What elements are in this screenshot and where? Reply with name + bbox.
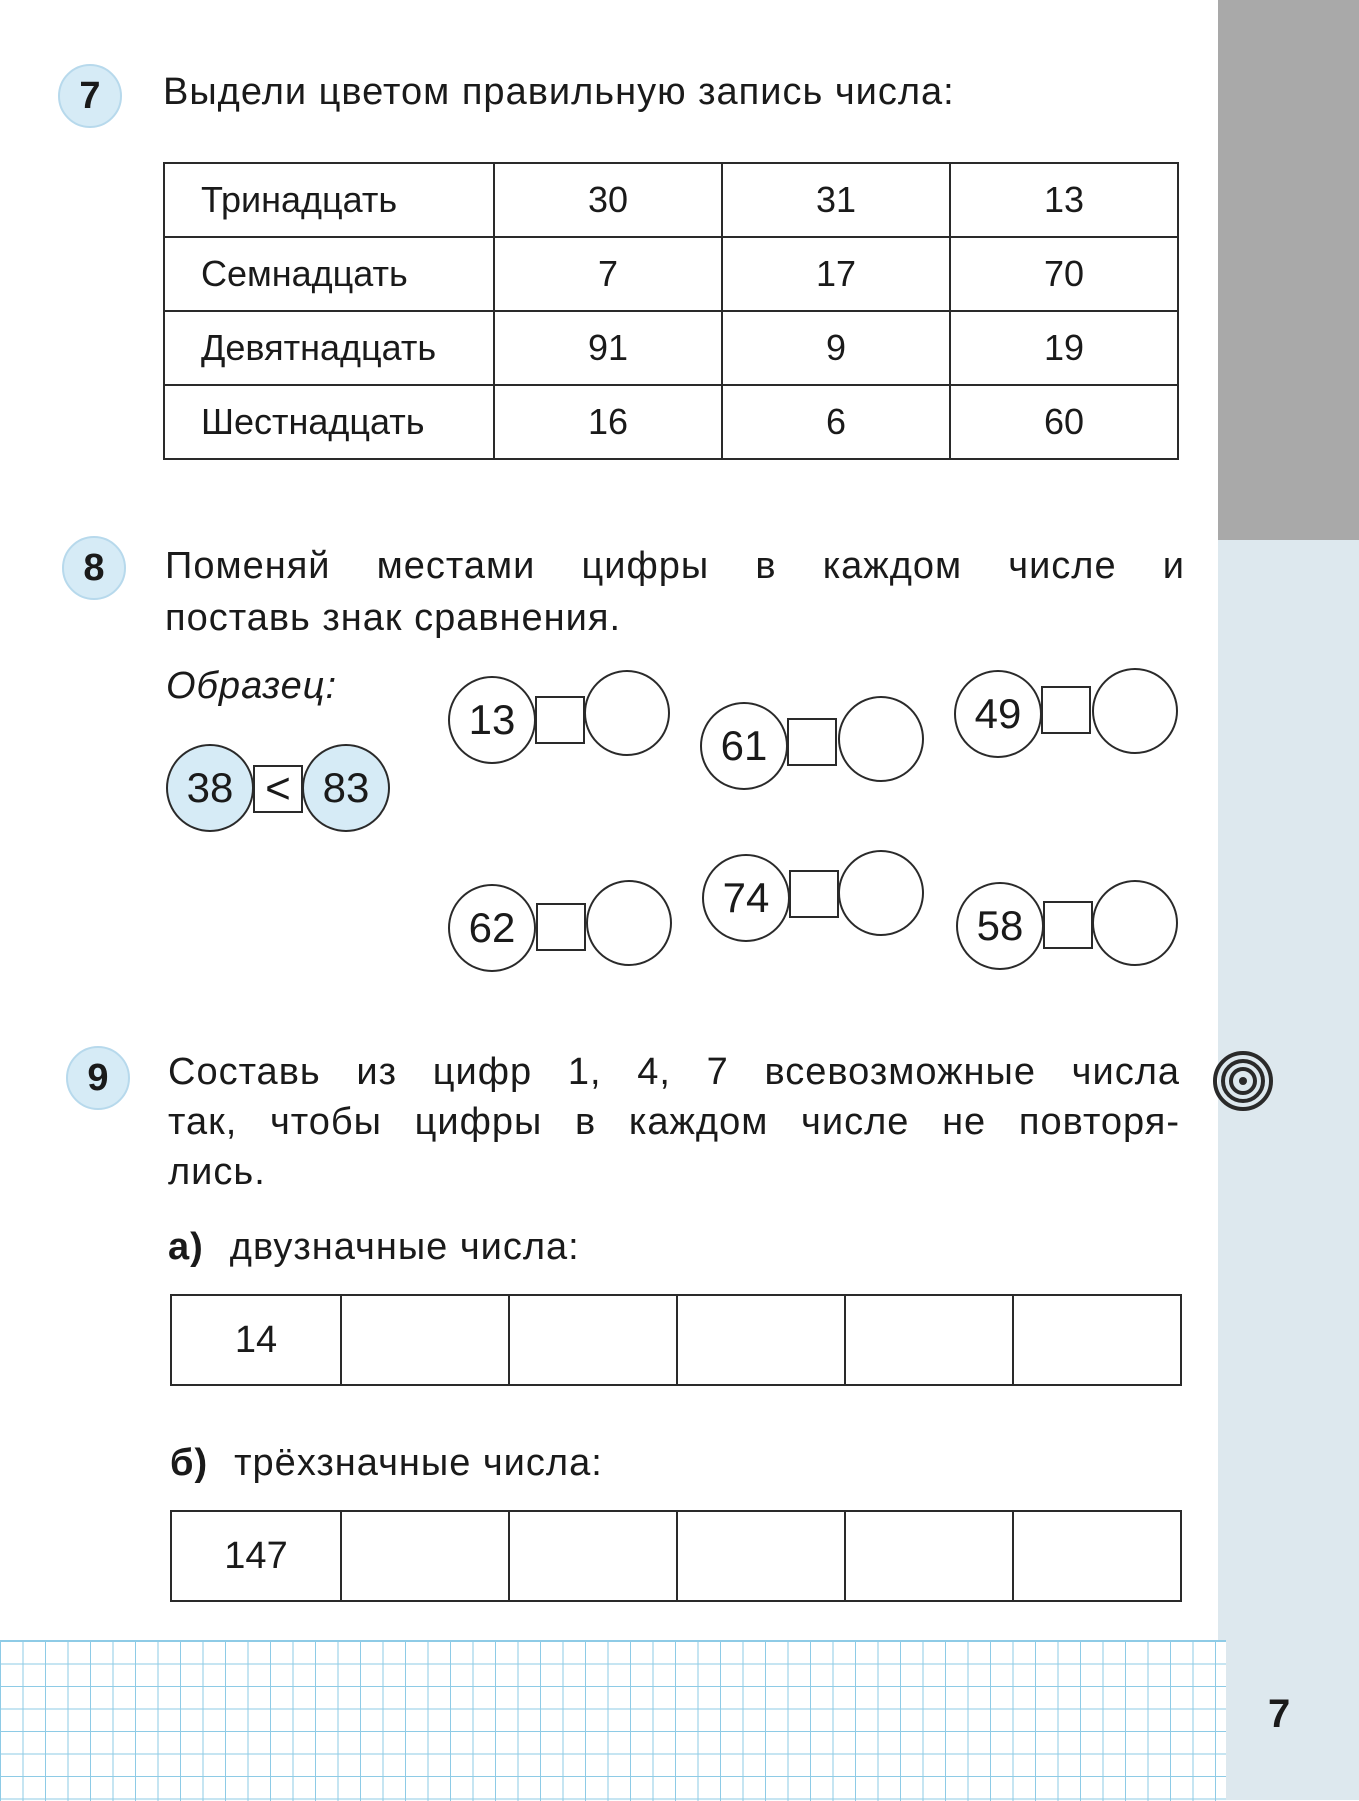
task-9-badge: 9 — [66, 1046, 130, 1110]
answer-cell[interactable] — [844, 1512, 1012, 1600]
side-strip-blue — [1218, 540, 1359, 1800]
given-number-circle: 74 — [702, 854, 790, 942]
answer-cell[interactable] — [508, 1512, 676, 1600]
task-8-badge: 8 — [62, 536, 126, 600]
part-a-letter: а) — [168, 1226, 204, 1268]
comparison-sign-box[interactable] — [787, 718, 837, 766]
table-row — [164, 385, 1178, 459]
number-option[interactable]: 6 — [722, 385, 950, 459]
answer-circle[interactable] — [1092, 668, 1178, 754]
task-7-text: Выдели цветом правильную запись числа: — [163, 71, 955, 113]
sample-left-circle: 38 — [166, 744, 254, 832]
task-9-text-line3: лись. — [168, 1151, 266, 1193]
page-number: 7 — [1268, 1692, 1291, 1736]
answer-cell[interactable] — [340, 1512, 508, 1600]
side-strip-gray — [1218, 0, 1359, 540]
answer-cell[interactable]: 14 — [234, 1318, 278, 1361]
number-table — [163, 162, 1179, 460]
part-a-label — [168, 1226, 580, 1269]
given-number-circle: 61 — [700, 702, 788, 790]
given-number-circle: 13 — [448, 676, 536, 764]
number-word: Шестнадцать — [164, 385, 494, 459]
number-option[interactable]: 30 — [494, 163, 722, 237]
answer-circle[interactable] — [586, 880, 672, 966]
sample-sign-box: < — [253, 765, 303, 813]
comparison-sign-box[interactable] — [789, 870, 839, 918]
task-9-text-line2: так, чтобы цифры в каждом числе не повторя- — [168, 1101, 1180, 1143]
task-7-badge: 7 — [58, 64, 122, 128]
answer-circle[interactable] — [838, 850, 924, 936]
number-option[interactable]: 17 — [722, 237, 950, 311]
number-option[interactable]: 13 — [950, 163, 1178, 237]
task-8-text-line1: Поменяй местами цифры в каждом числе и — [165, 545, 1185, 587]
number-word: Девятнадцать — [164, 311, 494, 385]
part-a-text: двузначные числа: — [229, 1226, 580, 1268]
answer-cell[interactable] — [508, 1296, 676, 1384]
number-option[interactable]: 9 — [722, 311, 950, 385]
number-word: Семнадцать — [164, 237, 494, 311]
part-b-text: трёхзначные числа: — [234, 1442, 603, 1484]
answer-cell[interactable] — [676, 1296, 844, 1384]
spiral-icon — [1212, 1050, 1274, 1112]
answer-cell[interactable] — [844, 1296, 1012, 1384]
number-option[interactable]: 60 — [950, 385, 1178, 459]
comparison-sign-box[interactable] — [1041, 686, 1091, 734]
number-option[interactable]: 31 — [722, 163, 950, 237]
answer-circle[interactable] — [1092, 880, 1178, 966]
answer-cell[interactable] — [1012, 1296, 1180, 1384]
table-row — [164, 311, 1178, 385]
number-option[interactable]: 7 — [494, 237, 722, 311]
answer-circle[interactable] — [838, 696, 924, 782]
comparison-sign-box[interactable] — [1043, 901, 1093, 949]
given-number-circle: 62 — [448, 884, 536, 972]
sample-label: Образец: — [166, 665, 338, 707]
part-b-letter: б) — [170, 1442, 209, 1484]
number-option[interactable]: 91 — [494, 311, 722, 385]
sample-right-circle: 83 — [302, 744, 390, 832]
answer-circle[interactable] — [584, 670, 670, 756]
part-b-label — [170, 1442, 603, 1485]
task-9-text-line1: Составь из цифр 1, 4, 7 всевозможные числа — [168, 1051, 1180, 1093]
number-option[interactable]: 70 — [950, 237, 1178, 311]
task-8-text-line2: поставь знак сравнения. — [165, 597, 622, 639]
number-option[interactable]: 16 — [494, 385, 722, 459]
number-word: Тринадцать — [164, 163, 494, 237]
three-digit-answer-row — [170, 1510, 1182, 1602]
answer-cell[interactable] — [1012, 1512, 1180, 1600]
given-number-circle: 58 — [956, 882, 1044, 970]
comparison-sign-box[interactable] — [535, 696, 585, 744]
answer-cell[interactable] — [676, 1512, 844, 1600]
answer-cell[interactable]: 147 — [224, 1534, 288, 1577]
comparison-sign-box[interactable] — [536, 903, 586, 951]
grid-paper-area[interactable] — [0, 1640, 1226, 1801]
table-row — [164, 237, 1178, 311]
number-option[interactable]: 19 — [950, 311, 1178, 385]
answer-cell[interactable] — [340, 1296, 508, 1384]
table-row — [164, 163, 1178, 237]
two-digit-answer-row — [170, 1294, 1182, 1386]
given-number-circle: 49 — [954, 670, 1042, 758]
